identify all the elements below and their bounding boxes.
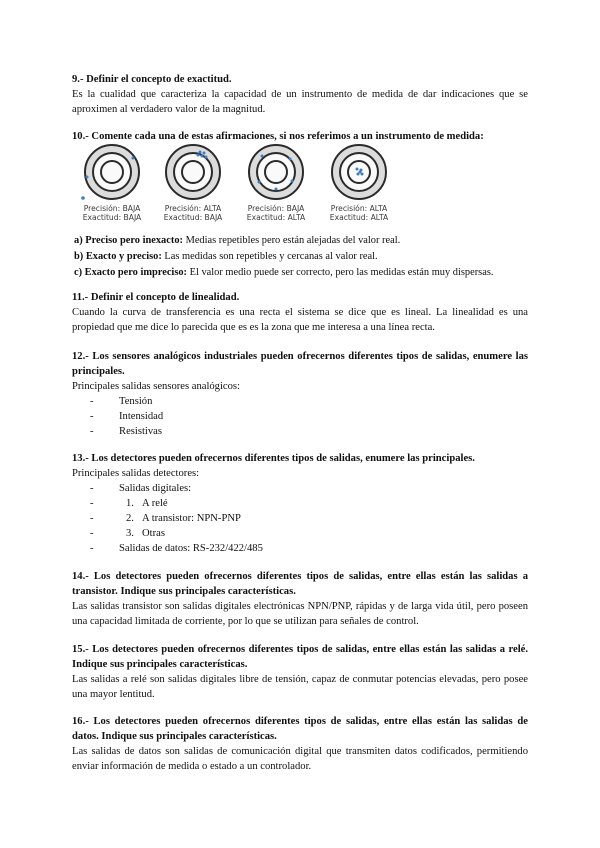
accuracy-precision-figure xyxy=(74,144,394,234)
question-16-answer: Las salidas de datos son salidas de comunicación digital que transmiten datos codificados, permitiendo enviar información de medida o estado a un controlador. xyxy=(72,746,528,772)
analog-outputs-list xyxy=(72,394,528,439)
question-13-intro: Principales salidas detectores: xyxy=(72,468,200,479)
list-item: - Resistivas xyxy=(72,424,528,439)
question-14-title: 14.- Los detectores pueden ofrecernos diferentes tipos de salidas, entre ellas están las salidas a transistor. Indique sus principales características. xyxy=(72,571,528,597)
answer-a: a) Preciso pero inexacto: Medias repetibles pero están alejadas del valor real. xyxy=(74,235,401,246)
question-16 xyxy=(72,714,528,774)
question-15-answer: Las salidas a relé son salidas digitales libre de tensión, capaz de conmutar potencias elevadas, pero posee una mayor lentitud. xyxy=(72,674,528,700)
sublist-item: - 2. A transistor: NPN-PNP xyxy=(72,511,528,526)
target-low-precision-high-accuracy xyxy=(238,144,314,222)
target-low-precision-low-accuracy xyxy=(74,144,150,222)
answer-c: c) Exacto pero impreciso: El valor medio puede ser correcto, pero las medidas están muy dispersas. xyxy=(74,267,494,278)
question-16-title: 16.- Los detectores pueden ofrecernos diferentes tipos de salidas, entre ellas están las salidas de datos. Indique sus principales características. xyxy=(72,716,528,742)
accuracy-label: Exactitud: BAJA xyxy=(82,213,142,222)
target-image xyxy=(242,144,310,204)
question-10-answers xyxy=(74,233,534,281)
target-high-precision-high-accuracy xyxy=(321,144,397,222)
question-9 xyxy=(72,72,528,117)
question-15 xyxy=(72,642,528,702)
question-9-answer: Es la cualidad que caracteriza la capacidad de un instrumento de medida de dar indicaciones que se aproximen al verdadero valor de la magnitud. xyxy=(72,89,528,115)
precision-label: Precisión: ALTA xyxy=(164,204,222,213)
target-image xyxy=(325,144,393,204)
target-image xyxy=(159,144,227,204)
target-image xyxy=(78,144,146,204)
question-9-title: 9.- Definir el concepto de exactitud. xyxy=(72,74,232,85)
target-high-precision-low-accuracy xyxy=(155,144,231,222)
question-11-title: 11.- Definir el concepto de linealidad. xyxy=(72,292,240,303)
question-10-title: 10.- Comente cada una de estas afirmaciones, si nos referimos a un instrumento de medida: xyxy=(72,131,484,142)
question-13 xyxy=(72,451,528,556)
precision-label: Precisión: BAJA xyxy=(247,204,305,213)
sublist-item: - 3. Otras xyxy=(72,526,528,541)
accuracy-label: Exactitud: ALTA xyxy=(246,213,306,222)
precision-label: Precisión: BAJA xyxy=(83,204,141,213)
question-12-title: 12.- Los sensores analógicos industriales pueden ofrecernos diferentes tipos de salidas, enumere las principales. xyxy=(72,351,528,377)
list-item: - Tensión xyxy=(72,394,528,409)
digital-outputs-sublist xyxy=(72,496,528,541)
question-11-answer: Cuando la curva de transferencia es una recta el sistema se dice que es lineal. La linealidad es una propiedad que me dice lo parecida que es es la zona que me interesa a una línea recta. xyxy=(72,307,528,333)
accuracy-label: Exactitud: ALTA xyxy=(329,213,389,222)
question-14-answer: Las salidas transistor son salidas digitales electrónicas NPN/PNP, rápidas y de larga vida útil, pero poseen una capacidad limitada de corriente, por lo que se utilizan para señales de control. xyxy=(72,601,528,627)
precision-label: Precisión: ALTA xyxy=(330,204,388,213)
detector-outputs-list xyxy=(72,481,528,556)
question-14 xyxy=(72,569,528,629)
list-item: - Intensidad xyxy=(72,409,528,424)
question-12-intro: Principales salidas sensores analógicos: xyxy=(72,381,240,392)
sublist-item: - 1. A relé xyxy=(72,496,528,511)
accuracy-label: Exactitud: BAJA xyxy=(163,213,223,222)
question-12 xyxy=(72,349,528,439)
answer-b: b) Exacto y preciso: Las medidas son repetibles y cercanas al valor real. xyxy=(74,251,378,262)
question-11 xyxy=(72,290,528,335)
list-item: - Salidas de datos: RS-232/422/485 xyxy=(72,541,528,556)
question-13-title: 13.- Los detectores pueden ofrecernos diferentes tipos de salidas, enumere las principales. xyxy=(72,453,475,464)
list-item: - Salidas digitales: - 1. A relé - 2. A transistor: NPN-PNP - 3. Otras xyxy=(72,481,528,541)
question-15-title: 15.- Los detectores pueden ofrecernos diferentes tipos de salidas, entre ellas están las salidas a relé. Indique sus principales características. xyxy=(72,644,528,670)
